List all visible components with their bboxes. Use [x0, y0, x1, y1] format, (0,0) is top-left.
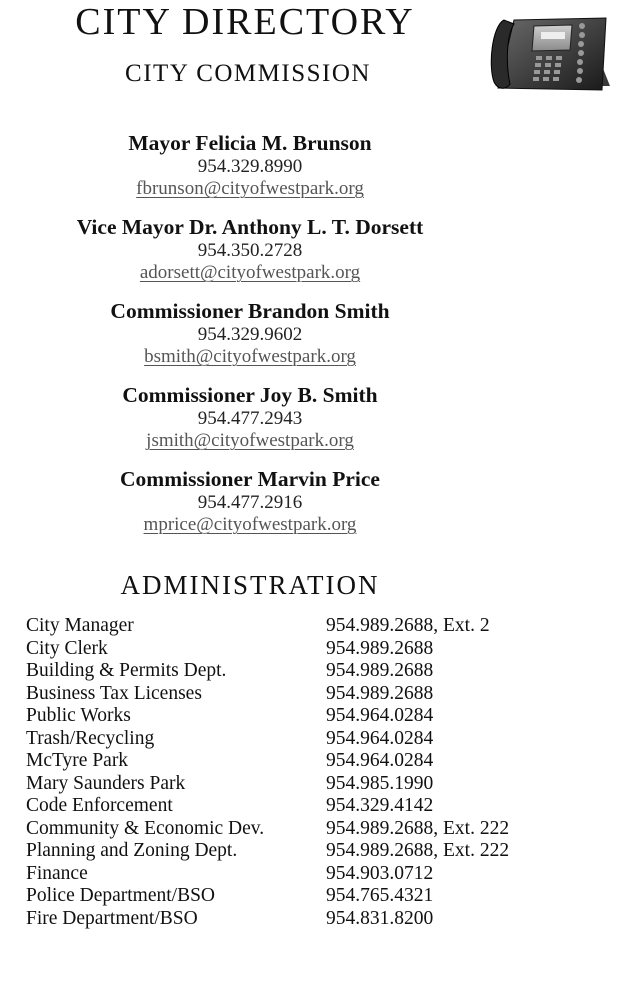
member-phone: 954.329.8990 — [197, 156, 303, 177]
member-phone: 954.329.9602 — [197, 324, 303, 345]
department-name: Fire Department/BSO — [26, 907, 198, 929]
table-row — [26, 818, 586, 841]
department-name: Business Tax Licenses — [26, 682, 202, 704]
department-phone: 954.989.2688, Ext. 2 — [326, 615, 490, 636]
table-row — [26, 615, 586, 638]
member-email-link[interactable]: fbrunson@cityofwestpark.org — [136, 178, 364, 199]
department-phone: 954.903.0712 — [326, 862, 434, 884]
table-row — [26, 795, 586, 818]
member-email-link[interactable]: jsmith@cityofwestpark.org — [146, 430, 354, 451]
member-email-link[interactable]: bsmith@cityofwestpark.org — [144, 346, 356, 367]
department-phone: 954.985.1990 — [326, 772, 434, 794]
department-phone: 954.989.2688 — [326, 660, 434, 681]
department-phone: 954.989.2688, Ext. 222 — [326, 840, 510, 861]
section-title-administration: ADMINISTRATION — [120, 570, 380, 600]
commission-member — [0, 298, 500, 369]
department-name: Public Works — [26, 705, 131, 726]
department-name: City Manager — [26, 615, 134, 636]
member-email-link[interactable]: mprice@cityofwestpark.org — [143, 514, 357, 535]
department-name: Code Enforcement — [26, 795, 173, 816]
department-name: Mary Saunders Park — [26, 772, 186, 794]
table-row — [26, 638, 586, 661]
table-row — [26, 840, 586, 863]
department-phone: 954.329.4142 — [326, 795, 434, 816]
department-name: Police Department/BSO — [26, 885, 216, 906]
member-email-link[interactable]: adorsett@cityofwestpark.org — [139, 262, 361, 283]
department-phone: 954.989.2688, Ext. 222 — [326, 817, 510, 839]
commission-member — [0, 382, 500, 453]
table-row — [26, 728, 586, 751]
table-row — [26, 660, 586, 683]
member-name: Vice Mayor Dr. Anthony L. T. Dorsett — [76, 215, 424, 239]
table-row — [26, 908, 586, 931]
table-row — [26, 705, 586, 728]
commission-list — [0, 130, 500, 550]
department-name: Building & Permits Dept. — [26, 660, 227, 681]
member-name: Commissioner Brandon Smith — [110, 299, 390, 323]
department-phone: 954.989.2688 — [326, 682, 434, 704]
department-name: Trash/Recycling — [26, 727, 155, 749]
department-phone: 954.765.4321 — [326, 885, 434, 906]
member-phone: 954.477.2943 — [197, 408, 303, 429]
department-phone: 954.964.0284 — [326, 750, 434, 771]
department-name: Finance — [26, 862, 88, 884]
table-row — [26, 863, 586, 886]
administration-table — [26, 615, 586, 930]
member-phone: 954.350.2728 — [197, 240, 303, 261]
department-phone: 954.964.0284 — [326, 705, 434, 726]
department-name: Planning and Zoning Dept. — [26, 840, 238, 861]
member-name: Commissioner Marvin Price — [120, 467, 380, 491]
section-title-commission: CITY COMMISSION — [125, 60, 371, 87]
commission-member — [0, 466, 500, 537]
member-name: Commissioner Joy B. Smith — [122, 383, 378, 407]
department-phone: 954.989.2688 — [326, 637, 434, 659]
page-title: CITY DIRECTORY — [75, 1, 415, 43]
table-row — [26, 750, 586, 773]
commission-member — [0, 214, 500, 285]
member-name: Mayor Felicia M. Brunson — [128, 131, 372, 155]
table-row — [26, 885, 586, 908]
department-phone: 954.831.8200 — [326, 907, 434, 929]
desk-phone-icon — [484, 6, 614, 94]
table-row — [26, 683, 586, 706]
commission-member — [0, 130, 500, 201]
table-row — [26, 773, 586, 796]
member-phone: 954.477.2916 — [197, 492, 303, 513]
department-name: City Clerk — [26, 637, 108, 659]
department-name: Community & Economic Dev. — [26, 817, 265, 839]
department-phone: 954.964.0284 — [326, 727, 434, 749]
department-name: McTyre Park — [26, 750, 129, 771]
